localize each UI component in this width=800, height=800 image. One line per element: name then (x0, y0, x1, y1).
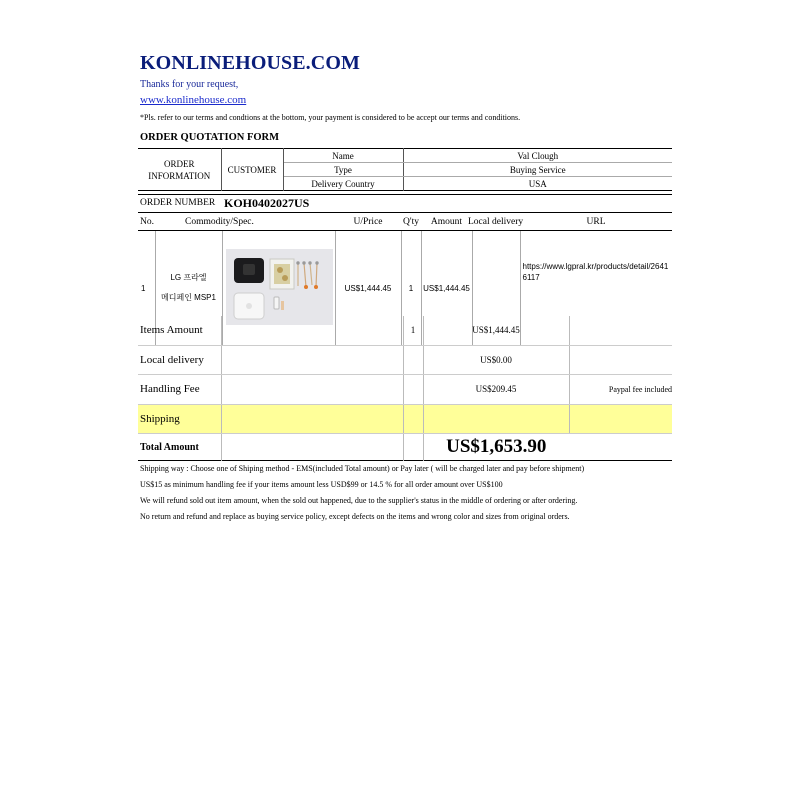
shipping-blank-2 (403, 404, 423, 434)
note-handling-fee: US$15 as minimum handling fee if your items amount less USD$99 or 14.5 % for all order amount over US$100 (140, 480, 503, 489)
shipping-note (569, 404, 672, 434)
customer-label: CUSTOMER (221, 149, 283, 191)
total-note (569, 434, 672, 461)
col-header-commodity: Commodity/Spec. (155, 213, 335, 231)
field-value-type: Buying Service (403, 163, 672, 177)
col-header-local-delivery: Local delivery (472, 213, 520, 231)
order-number-row (138, 194, 672, 211)
item-commodity-line2: 메디페인 MSP1 (161, 293, 216, 302)
summary-table (138, 316, 672, 461)
item-amount: US$1,444.45 (421, 231, 472, 346)
thanks-text: Thanks for your request, (140, 79, 239, 90)
total-amount: US$1,653.90 (446, 436, 547, 457)
total-blank-1 (221, 434, 403, 461)
note-refund: We will refund sold out item amount, when the sold out happened, due to the supplier's status in the middle of ordering or after ordering. (140, 496, 578, 505)
local-delivery-qty (403, 345, 423, 375)
handling-fee-value: US$209.45 (423, 375, 569, 405)
note-return-policy: No return and refund and replace as buying service policy, except defects on the items and wrong color and sizes from original orders. (140, 512, 570, 521)
note-shipping-way: Shipping way : Choose one of Shiping method - EMS(included Total amount) or Pay later ( will be charged later and pay before shipment) (140, 464, 585, 473)
items-amount-blank (221, 316, 403, 345)
item-commodity-line1: LG 프라엘 (170, 273, 207, 282)
col-header-no: No. (138, 213, 155, 231)
handling-fee-qty (403, 375, 423, 405)
total-label: Total Amount (138, 434, 221, 461)
shipping-blank-1 (221, 404, 403, 434)
site-link[interactable]: www.konlinehouse.com (140, 94, 247, 106)
items-amount-qty: 1 (403, 316, 423, 345)
field-label-name: Name (283, 149, 403, 163)
shipping-label: Shipping (138, 404, 221, 434)
field-label-country: Delivery Country (283, 177, 403, 191)
shipping-value (423, 404, 569, 434)
item-unit-price: US$1,444.45 (335, 231, 401, 346)
col-header-url: URL (520, 213, 672, 231)
order-number-value: KOH0402027US (224, 196, 310, 210)
handling-fee-note: Paypal fee included (569, 375, 672, 405)
handling-fee-label: Handling Fee (138, 375, 221, 405)
item-url[interactable]: https://www.lgpral.kr/products/detail/26416117 (522, 262, 669, 282)
total-blank-2 (403, 434, 423, 461)
col-header-qty: Q'ty (401, 213, 421, 231)
item-no: 1 (138, 231, 155, 346)
site-title: KONLINEHOUSE.COM (140, 52, 360, 74)
item-qty: 1 (401, 231, 421, 346)
col-header-uprice: U/Price (335, 213, 401, 231)
product-image (226, 249, 333, 325)
field-label-type: Type (283, 163, 403, 177)
terms-notice: *Pls. refer to our terms and condtions at the bottom, your payment is considered to be accept our terms and conditions. (140, 113, 521, 122)
field-value-country: USA (528, 178, 547, 189)
field-value-name: Val Clough (403, 149, 672, 163)
local-delivery-value: US$0.00 (423, 345, 569, 375)
items-amount-value: US$1,444.45 (423, 316, 569, 345)
items-amount-label: Items Amount (138, 316, 221, 345)
total-row (138, 434, 672, 461)
order-number-label: ORDER NUMBER (140, 198, 216, 208)
order-info-table (138, 148, 672, 191)
col-header-amount: Amount (421, 213, 472, 231)
local-delivery-note (569, 345, 672, 375)
shipping-row (138, 404, 672, 434)
order-info-label: ORDER INFORMATION (138, 149, 221, 191)
local-delivery-blank (221, 345, 403, 375)
local-delivery-label: Local delivery (138, 345, 221, 375)
items-amount-note (569, 316, 672, 345)
handling-fee-blank (221, 375, 403, 405)
form-title: ORDER QUOTATION FORM (140, 132, 280, 143)
